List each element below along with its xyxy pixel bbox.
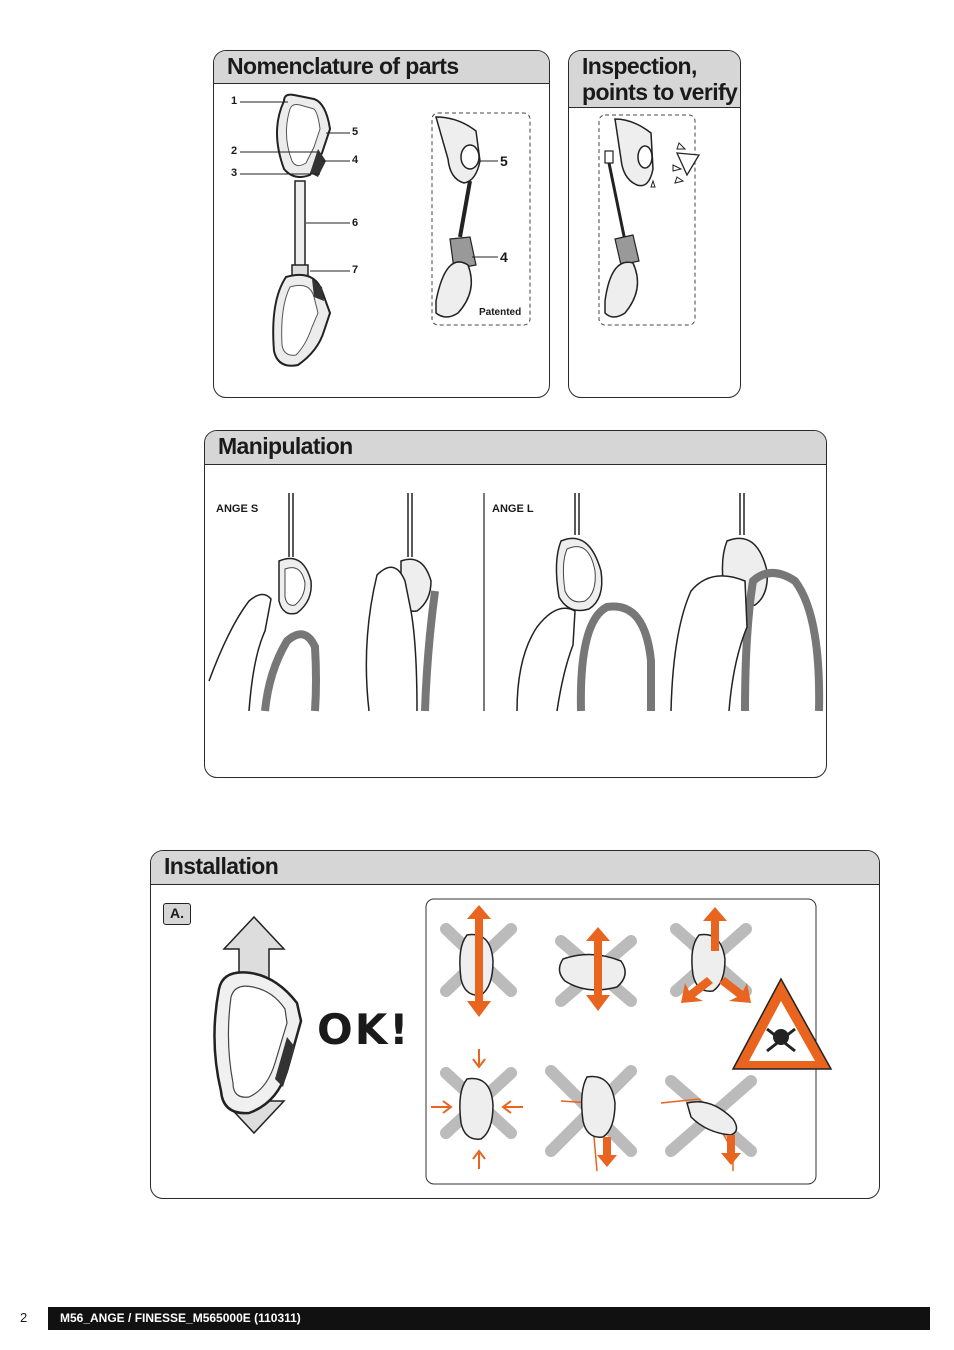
manipulation-title: Manipulation — [205, 431, 826, 465]
ange-l-label: ANGE L — [492, 503, 534, 515]
part-number-3: 3 — [231, 167, 238, 179]
installation-title: Installation — [151, 851, 879, 885]
inspection-panel — [568, 50, 741, 398]
part-number-6: 6 — [352, 217, 359, 229]
footer-bar — [48, 1307, 930, 1330]
inspection-title-line2: points to verify — [582, 79, 738, 105]
detail-number-4: 4 — [500, 249, 508, 265]
quickdraw-illustration — [214, 51, 550, 398]
detail-number-5: 5 — [500, 153, 508, 169]
page-number: 2 — [20, 1310, 28, 1325]
inspection-illustration — [569, 51, 741, 398]
inspection-title-line1: Inspection, — [582, 53, 697, 79]
correct-loading-illustration — [151, 851, 880, 1199]
part-number-5: 5 — [352, 126, 359, 138]
part-number-7: 7 — [352, 264, 359, 276]
document-reference: M56_ANGE / FINESSE_M565000E (110311) — [60, 1311, 301, 1325]
part-number-2: 2 — [231, 145, 238, 157]
nomenclature-title: Nomenclature of parts — [214, 51, 549, 84]
ok-label: OK! — [317, 1005, 411, 1054]
manipulation-illustration — [205, 431, 827, 778]
manipulation-panel — [204, 430, 827, 778]
patented-label: Patented — [479, 307, 522, 318]
ange-s-label: ANGE S — [216, 503, 259, 515]
nomenclature-panel — [213, 50, 550, 398]
part-number-4: 4 — [352, 154, 359, 166]
installation-panel — [150, 850, 880, 1199]
part-number-1: 1 — [231, 95, 238, 107]
step-a-label: A. — [170, 905, 184, 921]
